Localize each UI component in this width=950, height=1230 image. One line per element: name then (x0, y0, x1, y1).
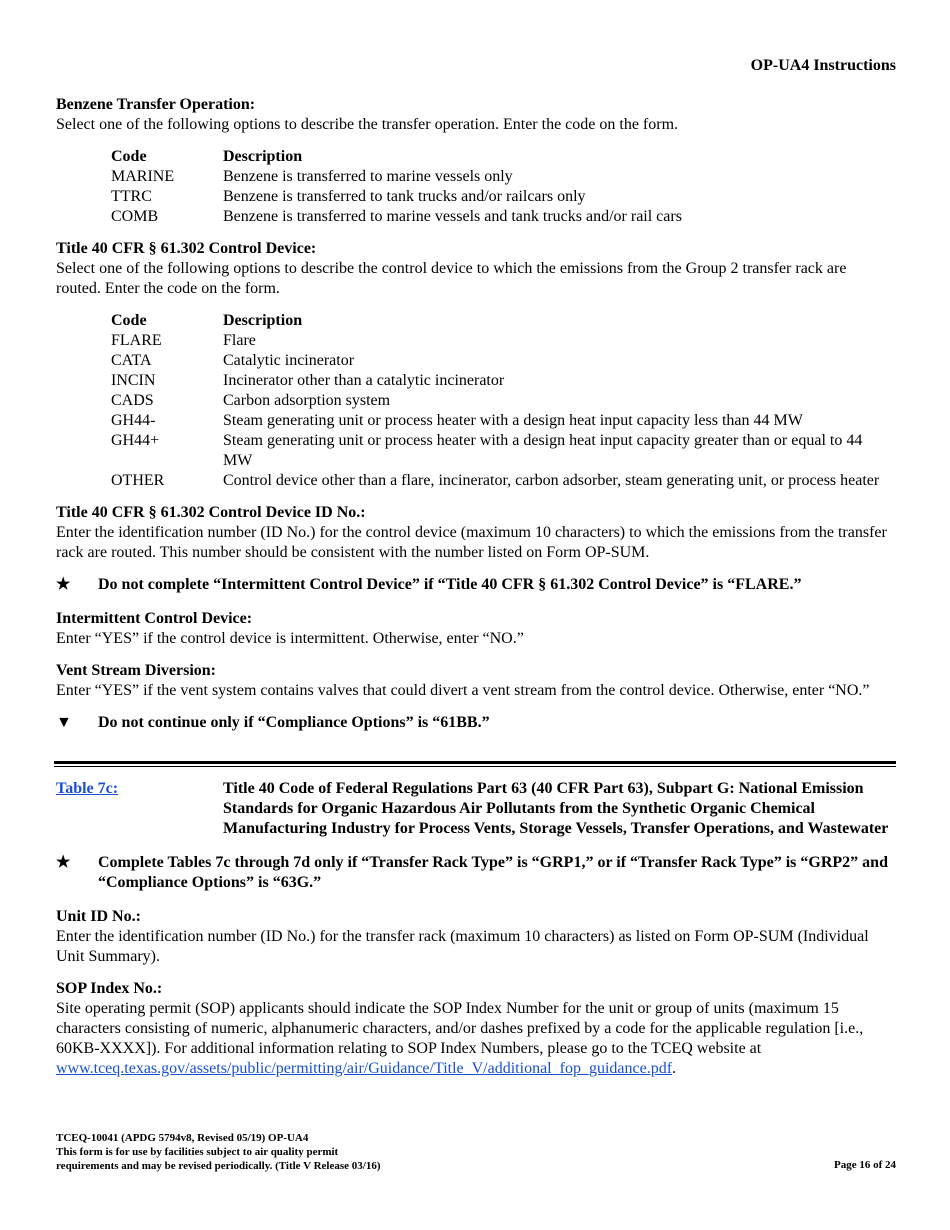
description-cell: Steam generating unit or process heater with a design heat input capacity greater than or equal to 44 MW (223, 432, 863, 469)
table-row (111, 167, 894, 187)
note-complete-tables (56, 853, 894, 893)
tceq-guidance-link[interactable]: www.tceq.texas.gov/assets/public/permitting/air/Guidance/Title_V/additional_fop_guidance.pdf (56, 1060, 673, 1077)
control-device-text: Select one of the following options to describe the control device to which the emissions from the Group 2 transfer rack are routed. Enter the code on the form. (56, 260, 847, 297)
table-row (111, 187, 894, 207)
code-cell: GH44+ (111, 432, 160, 449)
vent-section (56, 661, 894, 701)
code-cell: CADS (111, 392, 154, 409)
triangle-down-icon: ▼ (56, 714, 72, 731)
unit-id-heading: Unit ID No.: (56, 908, 141, 925)
description-cell: Catalytic incinerator (223, 352, 355, 369)
note-compliance-61bb (56, 713, 894, 733)
control-device-heading: Title 40 CFR § 61.302 Control Device: (56, 240, 317, 257)
table-7c-title: Title 40 Code of Federal Regulations Part 63 (40 CFR Part 63), Subpart G: National Emission Standards for Organic Hazardous Air Pollutants from the Synthetic Organic Chemical Manufacturing Industry for Process Vents, Storage Vessels, Transfer Operations, and Wastewater (223, 780, 889, 837)
table-row (111, 431, 894, 471)
footer-line-2: This form is for use by facilities subject to air quality permit (56, 1146, 339, 1158)
description-cell: Benzene is transferred to marine vessels only (223, 168, 513, 185)
footer-line-1: TCEQ-10041 (APDG 5794v8, Revised 05/19) OP-UA4 (56, 1132, 309, 1144)
description-cell: Carbon adsorption system (223, 392, 391, 409)
unit-id-text: Enter the identification number (ID No.) for the transfer rack (maximum 10 characters) as listed on Form OP-SUM (Individual Unit Summary). (56, 928, 869, 965)
control-device-code-table (111, 311, 894, 491)
table-row (111, 371, 894, 391)
table-row (111, 471, 894, 491)
document-body (56, 95, 894, 1091)
table-row (111, 411, 894, 431)
intermittent-section (56, 609, 894, 649)
sop-text (56, 999, 894, 1079)
control-device-id-heading: Title 40 CFR § 61.302 Control Device ID No.: (56, 504, 366, 521)
description-column-header: Description (223, 312, 303, 329)
sop-section (56, 979, 894, 1079)
table-header-row (111, 147, 894, 167)
code-cell: CATA (111, 352, 152, 369)
code-column-header: Code (111, 148, 147, 165)
table-7c-link[interactable]: Table 7c: (56, 780, 119, 797)
control-device-id-section (56, 503, 894, 563)
code-cell: INCIN (111, 372, 156, 389)
code-cell: COMB (111, 208, 159, 225)
description-column-header: Description (223, 148, 303, 165)
benzene-section (56, 95, 894, 227)
note-text: Do not continue only if “Compliance Options” is “61BB.” (98, 714, 490, 731)
code-cell: TTRC (111, 188, 152, 205)
star-icon: ★ (56, 576, 71, 593)
note-text: Complete Tables 7c through 7d only if “Transfer Rack Type” is “GRP1,” or if “Transfer Rack Type” is “GRP2” and “Compliance Options” is “63G.” (98, 854, 888, 891)
sop-heading: SOP Index No.: (56, 980, 163, 997)
description-cell: Incinerator other than a catalytic incinerator (223, 372, 505, 389)
code-cell: OTHER (111, 472, 165, 489)
description-cell: Benzene is transferred to marine vessels and tank trucks and/or rail cars (223, 208, 682, 225)
page-header-title: OP-UA4 Instructions (750, 57, 896, 74)
star-icon: ★ (56, 854, 71, 871)
description-cell: Benzene is transferred to tank trucks and/or railcars only (223, 188, 586, 205)
intermittent-text: Enter “YES” if the control device is intermittent. Otherwise, enter “NO.” (56, 630, 524, 647)
unit-id-section (56, 907, 894, 967)
sop-end: . (672, 1060, 677, 1077)
note-intermittent-flare (56, 575, 894, 595)
table-row (111, 331, 894, 351)
section-divider (54, 761, 896, 767)
footer-line-3: requirements and may be revised periodically. (Title V Release 03/16) (56, 1160, 381, 1172)
code-cell: FLARE (111, 332, 162, 349)
control-device-section (56, 239, 894, 491)
description-cell: Flare (223, 332, 256, 349)
table-row (111, 391, 894, 411)
vent-text: Enter “YES” if the vent system contains valves that could divert a vent stream from the control device. Otherwise, enter “NO.” (56, 682, 870, 699)
description-cell: Control device other than a flare, incinerator, carbon adsorber, steam generating unit, or process heater (223, 472, 880, 489)
benzene-code-table (111, 147, 894, 227)
code-cell: GH44- (111, 412, 156, 429)
note-text: Do not complete “Intermittent Control Device” if “Title 40 CFR § 61.302 Control Device” is “FLARE.” (98, 576, 802, 593)
table-row (111, 207, 894, 227)
benzene-heading: Benzene Transfer Operation: (56, 96, 256, 113)
page-number: Page 16 of 24 (833, 1159, 896, 1171)
control-device-id-text: Enter the identification number (ID No.) for the control device (maximum 10 characters) to which the emissions from the transfer rack are routed. This number should be consistent with the number listed on Form OP-SUM. (56, 524, 887, 561)
code-cell: MARINE (111, 168, 175, 185)
vent-heading: Vent Stream Diversion: (56, 662, 216, 679)
sop-body: Site operating permit (SOP) applicants should indicate the SOP Index Number for the unit or group of units (maximum 15 characters consisting of numeric, alphanumeric characters, and/or dashes prefixed by a code for the applicable regulation [i.e., 60KB-XXXX]). For additional information relating to SOP Index Numbers, please go to the TCEQ website at (56, 1000, 864, 1057)
description-cell: Steam generating unit or process heater with a design heat input capacity less than 44 MW (223, 412, 803, 429)
table-header-row (111, 311, 894, 331)
intermittent-heading: Intermittent Control Device: (56, 610, 253, 627)
page-footer (56, 1131, 380, 1173)
table-7c-heading (56, 779, 894, 839)
benzene-text: Select one of the following options to describe the transfer operation. Enter the code on the form. (56, 116, 679, 133)
code-column-header: Code (111, 312, 147, 329)
table-row (111, 351, 894, 371)
